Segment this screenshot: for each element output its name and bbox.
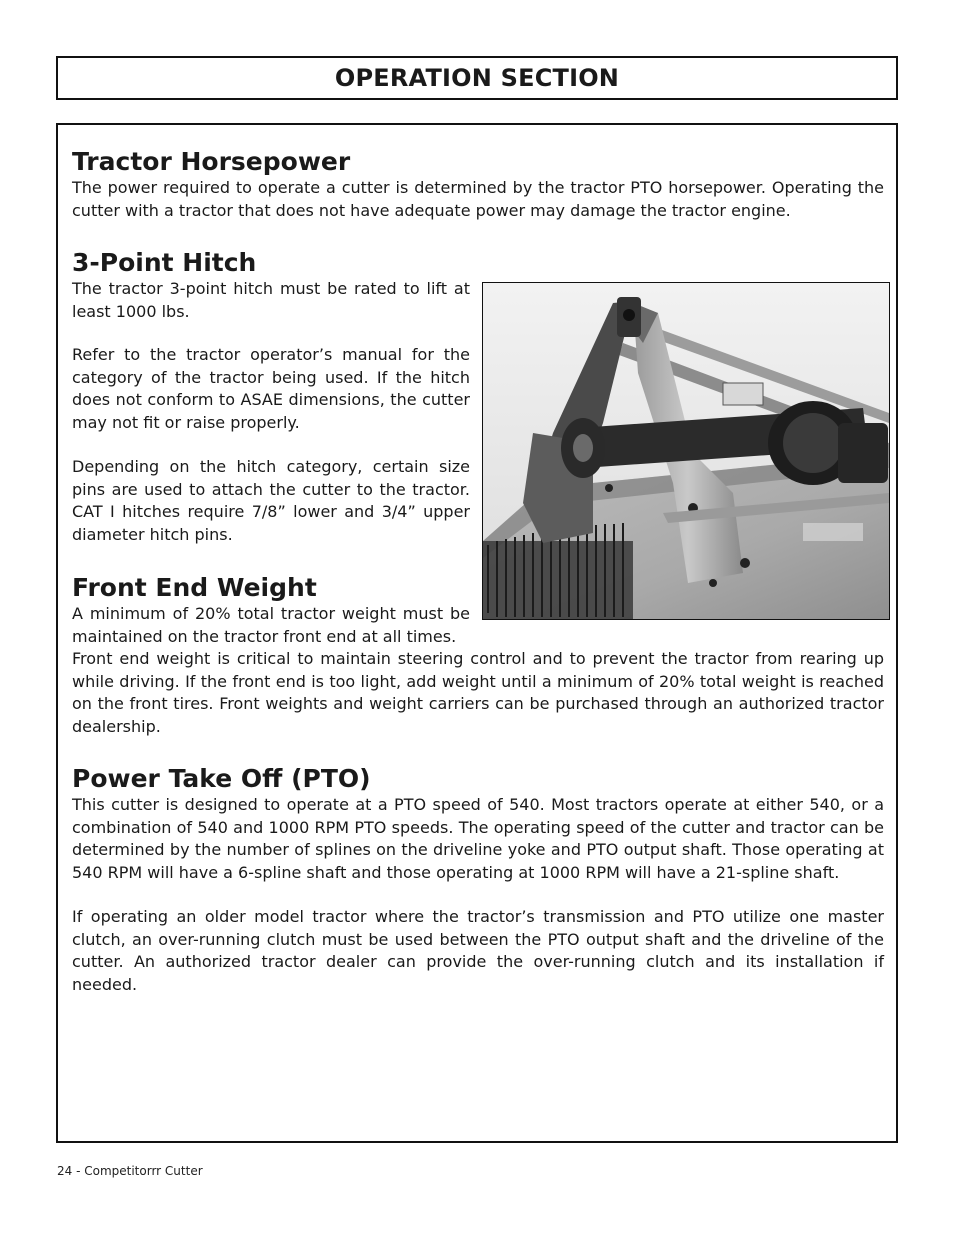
heading-3-point-hitch: 3-Point Hitch — [72, 248, 257, 277]
paragraph-hitch-pins: Depending on the hitch category, certain size pins are used to attach the cutter to the tractor. CAT I hitches require 7/8” lower and 3/4” upper diameter hitch pins. — [72, 457, 470, 544]
heading-tractor-horsepower: Tractor Horsepower — [72, 147, 351, 176]
cutter-hitch-illustration — [483, 283, 889, 619]
paragraph-front-weight-minimum: A minimum of 20% total tractor weight must be maintained on the tractor front end at all times. — [72, 604, 470, 646]
heading-pto: Power Take Off (PTO) — [72, 764, 371, 793]
paragraph-overrunning-clutch: If operating an older model tractor where the tractor’s transmission and PTO utilize one master clutch, an over-running clutch must be used between the PTO output shaft and the driveline of the cutter. An authorized tractor dealer can provide the over-running clutch and its installation if needed. — [72, 907, 884, 994]
paragraph-pto-speed: This cutter is designed to operate at a PTO speed of 540. Most tractors operate at either 540, or a combination of 540 and 1000 RPM PTO speeds. The operating speed of the cutter and tractor can be determined by the number of splines on the driveline yoke and PTO output shaft. Those operating at 540 RPM will have a 6-spline shaft and those operating at 1000 RPM will have a 21-spline shaft. — [72, 795, 884, 882]
cutter-hitch-photo — [482, 282, 890, 620]
paragraph-front-weight-details: Front end weight is critical to maintain steering control and to prevent the tractor from rearing up while driving. If the front end is too light, add weight until a minimum of 20% total weight is reached on the front tires. Front weights and weight carriers can be purchased through an authorized tractor dealership. — [72, 649, 884, 736]
heading-front-end-weight: Front End Weight — [72, 573, 317, 602]
paragraph-tractor-horsepower: The power required to operate a cutter is determined by the tractor PTO horsepower. Operating the cutter with a tractor that does not have adequate power may damage the tractor engine. — [72, 178, 884, 220]
paragraph-hitch-rating: The tractor 3-point hitch must be rated to lift at least 1000 lbs. — [72, 279, 470, 321]
page-footer: 24 - Competitorrr Cutter — [57, 1164, 203, 1178]
section-title: OPERATION SECTION — [56, 56, 898, 100]
content-box — [56, 123, 898, 1143]
paragraph-hitch-category: Refer to the tractor operator’s manual for the category of the tractor being used. If the hitch does not conform to ASAE dimensions, the cutter may not fit or raise properly. — [72, 345, 470, 432]
